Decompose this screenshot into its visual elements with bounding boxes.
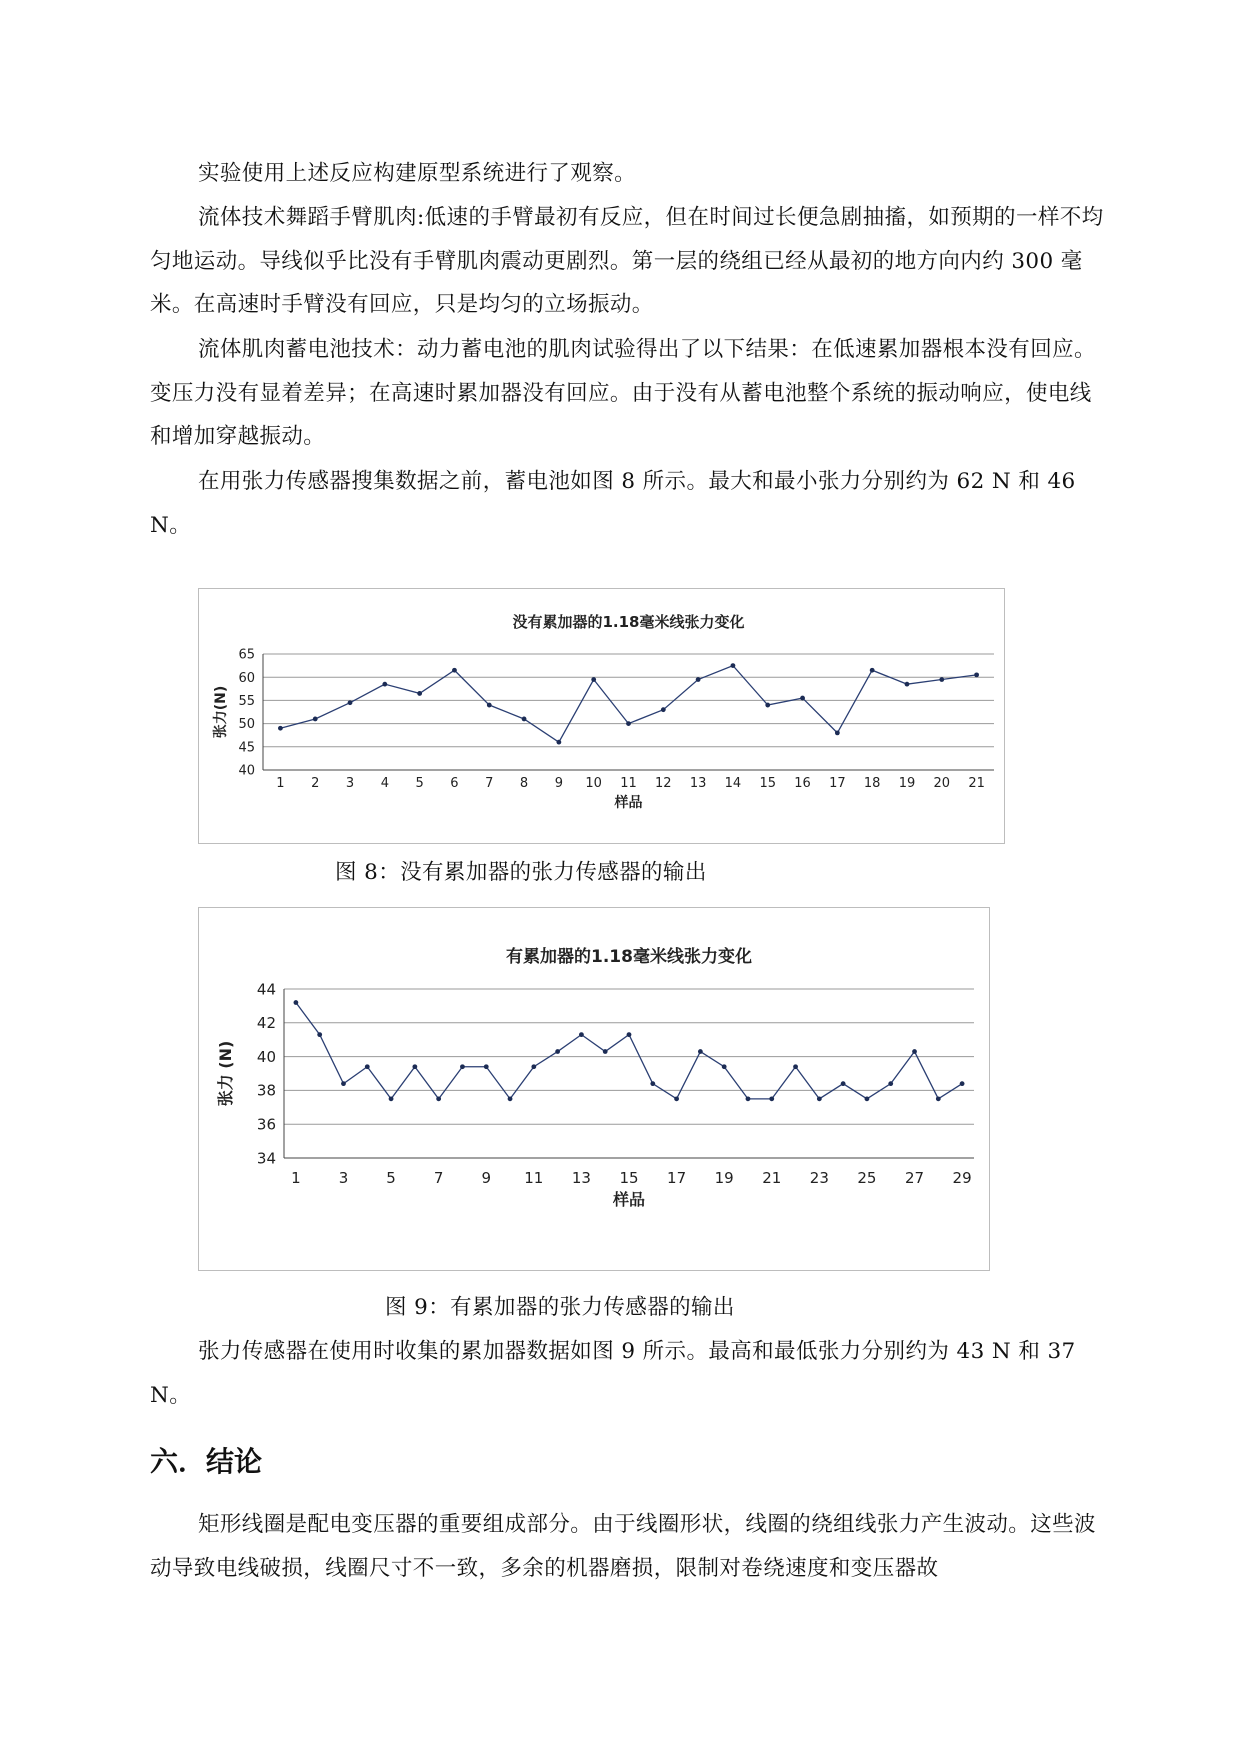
paragraph-conclusion: 矩形线圈是配电变压器的重要组成部分。由于线圈形状，线圈的绕组线张力产生波动。这些波动导致电线破损，线圈尺寸不一致，多余的机器磨损，限制对卷绕速度和变压器故	[150, 1512, 1096, 1581]
data-point	[731, 663, 736, 668]
chart-title: 没有累加器的1.18毫米线张力变化	[512, 613, 745, 631]
y-tick-label: 44	[256, 980, 276, 999]
y-tick-label: 40	[256, 1047, 276, 1066]
x-tick-label: 12	[655, 776, 672, 791]
data-point	[531, 1064, 536, 1069]
x-tick-label: 5	[386, 1169, 396, 1187]
y-tick-label: 40	[238, 763, 255, 779]
data-point	[365, 1064, 370, 1069]
x-tick-label: 8	[519, 776, 529, 791]
figure-9-caption: 图 9：有累加器的张力传感器的输出	[385, 1295, 735, 1320]
x-tick-label: 7	[433, 1169, 444, 1187]
y-tick-label: 45	[238, 740, 255, 756]
x-tick-label: 27	[904, 1169, 925, 1187]
x-tick-label: 9	[481, 1169, 492, 1187]
x-tick-label: 6	[450, 776, 459, 791]
data-point	[313, 717, 318, 722]
data-point	[722, 1064, 727, 1069]
data-point	[870, 668, 875, 673]
data-point	[508, 1096, 513, 1101]
y-tick-label: 60	[238, 670, 255, 686]
x-tick-label: 3	[338, 1169, 349, 1187]
data-point	[278, 726, 283, 731]
data-point	[555, 1049, 560, 1054]
x-tick-label: 1	[276, 776, 285, 791]
x-tick-label: 14	[724, 776, 742, 791]
data-point	[817, 1096, 822, 1101]
x-tick-label: 18	[863, 776, 881, 791]
data-point	[793, 1064, 798, 1069]
figure-8-caption: 图 8：没有累加器的张力传感器的输出	[335, 860, 707, 885]
figure-8	[198, 588, 1005, 844]
y-tick-label: 36	[256, 1115, 276, 1134]
x-tick-label: 13	[689, 776, 707, 791]
x-tick-label: 13	[571, 1169, 591, 1187]
data-point	[603, 1049, 608, 1054]
series-line	[296, 1003, 962, 1099]
x-tick-label: 10	[585, 776, 602, 791]
y-axis-label: 张力 (N)	[216, 1040, 235, 1107]
data-point	[293, 1000, 298, 1005]
x-axis-label: 样品	[614, 795, 643, 811]
x-tick-label: 3	[345, 776, 355, 791]
paragraph-fluid-arm: 流体技术舞蹈手臂肌肉:低速的手臂最初有反应，但在时间过长便急剧抽搐，如预期的一样不均匀地运动。导线似乎比没有手臂肌肉震动更剧烈。第一层的绕组已经从最初的地方向内约 300 毫米。在高速时手臂没有回应，只是均匀的立场振动。	[150, 205, 1104, 317]
x-axis-label: 样品	[612, 1190, 646, 1209]
x-tick-label: 17	[829, 776, 846, 791]
x-tick-label: 1	[291, 1169, 301, 1187]
x-tick-label: 19	[714, 1169, 734, 1187]
data-point	[382, 682, 387, 687]
data-point	[674, 1096, 679, 1101]
data-point	[452, 668, 457, 673]
x-tick-label: 11	[524, 1169, 544, 1187]
data-point	[341, 1081, 346, 1086]
data-point	[317, 1032, 322, 1037]
y-tick-label: 50	[238, 717, 255, 733]
data-point	[484, 1064, 489, 1069]
x-tick-label: 20	[933, 776, 951, 791]
y-axis-label: 张力(N)	[213, 685, 229, 739]
data-point	[579, 1032, 584, 1037]
chart-no-accumulator	[199, 589, 1004, 843]
y-tick-label: 38	[256, 1081, 276, 1100]
y-tick-label: 65	[238, 647, 255, 663]
data-point	[888, 1081, 893, 1086]
x-tick-label: 7	[485, 776, 494, 791]
data-point	[650, 1081, 655, 1086]
data-point	[412, 1064, 417, 1069]
data-point	[936, 1096, 941, 1101]
paragraph-intro: 实验使用上述反应构建原型系统进行了观察。	[198, 161, 637, 186]
x-tick-label: 17	[667, 1169, 687, 1187]
data-point	[912, 1049, 917, 1054]
data-point	[487, 703, 492, 708]
data-point	[591, 677, 596, 682]
chart-with-accumulator	[199, 908, 989, 1270]
data-point	[769, 1096, 774, 1101]
data-point	[765, 703, 770, 708]
data-point	[389, 1096, 394, 1101]
data-point	[556, 740, 561, 745]
x-tick-label: 25	[857, 1169, 877, 1187]
data-point	[841, 1081, 846, 1086]
data-point	[974, 672, 979, 677]
paragraph-figure9-desc: 张力传感器在使用时收集的累加器数据如图 9 所示。最高和最低张力分别约为 43 N 和 37 N。	[150, 1339, 1076, 1408]
chart-title: 有累加器的1.18毫米线张力变化	[506, 947, 752, 967]
figure-9	[198, 907, 990, 1271]
x-tick-label: 15	[619, 1169, 639, 1187]
x-tick-label: 16	[794, 776, 811, 791]
y-tick-label: 42	[256, 1014, 276, 1033]
paragraph-figure8-desc: 在用张力传感器搜集数据之前，蓄电池如图 8 所示。最大和最小张力分别约为 62 N 和 46 N。	[150, 469, 1076, 538]
x-tick-label: 4	[380, 776, 389, 791]
data-point	[960, 1081, 965, 1086]
x-tick-label: 21	[762, 1169, 782, 1187]
y-tick-label: 55	[238, 693, 255, 709]
data-point	[460, 1064, 465, 1069]
data-point	[696, 677, 701, 682]
data-point	[627, 1032, 632, 1037]
data-point	[522, 717, 527, 722]
section-heading-conclusion: 六．结论	[150, 1445, 263, 1478]
x-tick-label: 29	[952, 1169, 972, 1187]
data-point	[417, 691, 422, 696]
x-tick-label: 19	[898, 776, 916, 791]
x-tick-label: 5	[415, 776, 424, 791]
x-tick-label: 9	[554, 776, 564, 791]
x-tick-label: 23	[809, 1169, 829, 1187]
data-point	[698, 1049, 703, 1054]
x-tick-label: 15	[759, 776, 777, 791]
data-point	[835, 730, 840, 735]
data-point	[865, 1096, 870, 1101]
data-point	[800, 696, 805, 701]
data-point	[939, 677, 944, 682]
data-point	[661, 707, 666, 712]
data-point	[905, 682, 910, 687]
x-tick-label: 21	[968, 776, 985, 791]
x-tick-label: 11	[620, 776, 637, 791]
paragraph-accumulator: 流体肌肉蓄电池技术：动力蓄电池的肌肉试验得出了以下结果：在低速累加器根本没有回应。变压力没有显着差异；在高速时累加器没有回应。由于没有从蓄电池整个系统的振动响应，使电线和增加穿越振动。	[150, 337, 1096, 449]
data-point	[626, 721, 631, 726]
data-point	[348, 700, 353, 705]
x-tick-label: 2	[311, 776, 320, 791]
data-point	[746, 1096, 751, 1101]
y-tick-label: 34	[256, 1149, 276, 1168]
data-point	[436, 1096, 441, 1101]
